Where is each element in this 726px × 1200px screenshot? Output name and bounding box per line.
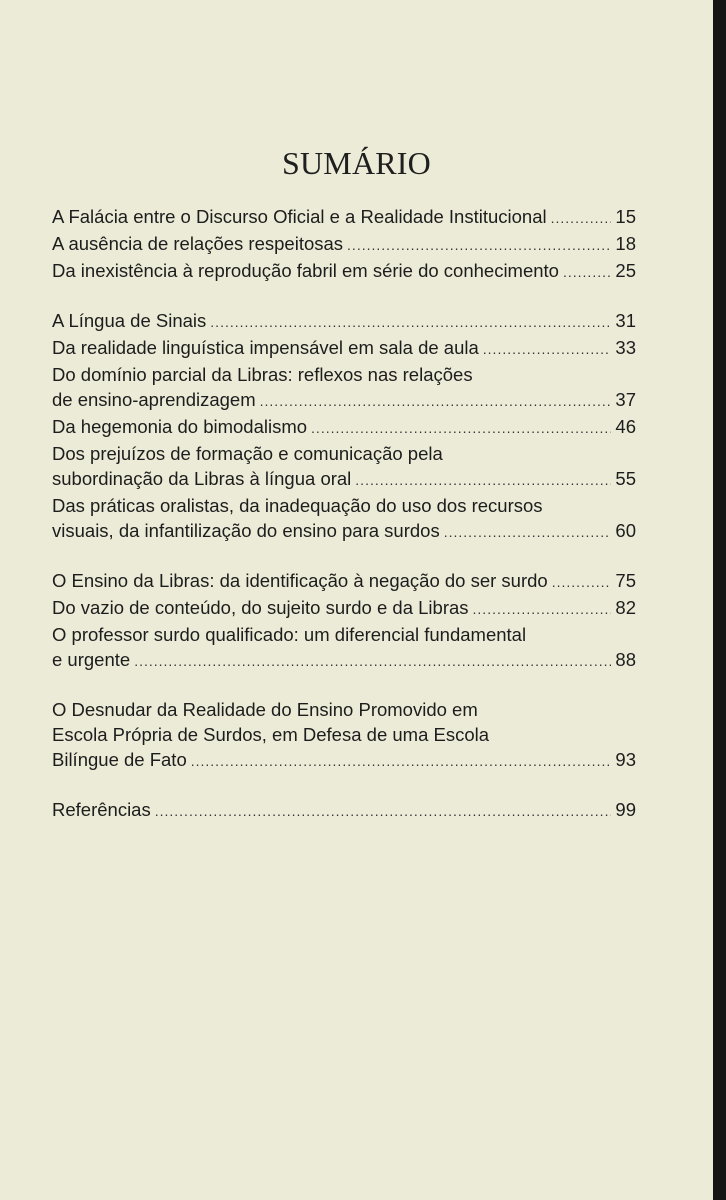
toc-entry-row xyxy=(52,747,636,774)
toc-entry[interactable] xyxy=(52,595,636,622)
dot-leader xyxy=(210,310,611,335)
toc-entry-title-line: e urgente xyxy=(52,649,131,670)
toc-entry-row xyxy=(52,466,636,493)
toc-entry-title-line: Das práticas oralistas, da inadequação do uso dos recursos xyxy=(52,495,543,516)
page-title: SUMÁRIO xyxy=(282,145,431,181)
table-of-contents xyxy=(52,204,636,847)
dot-leader xyxy=(563,260,611,285)
toc-entry-title-line: Escola Própria de Surdos, em Defesa de uma Escola xyxy=(52,724,490,745)
toc-section xyxy=(52,797,636,824)
toc-entry[interactable] xyxy=(52,414,636,441)
dot-leader xyxy=(311,416,611,441)
toc-entry-title-line: A Língua de Sinais xyxy=(52,310,207,331)
toc-entry-title-line: A ausência de relações respeitosas xyxy=(52,233,344,254)
toc-page-number: 46 xyxy=(615,416,636,437)
dot-leader xyxy=(483,337,612,362)
toc-section xyxy=(52,308,636,545)
toc-section xyxy=(52,697,636,774)
toc-entry-row xyxy=(52,335,636,362)
toc-entry-title-line: visuais, da infantilização do ensino para surdos xyxy=(52,520,440,541)
toc-entry[interactable] xyxy=(52,568,636,595)
toc-entry-title-line: Dos prejuízos de formação e comunicação pela xyxy=(52,443,443,464)
toc-entry-row xyxy=(52,797,636,824)
dot-leader xyxy=(355,468,611,493)
toc-entry-title-line: Da hegemonia do bimodalismo xyxy=(52,416,308,437)
toc-entry-title-line: Do vazio de conteúdo, do sujeito surdo e da Libras xyxy=(52,597,469,618)
toc-entry[interactable] xyxy=(52,335,636,362)
toc-page-number: 15 xyxy=(615,206,636,227)
toc-page-number: 60 xyxy=(615,520,636,541)
page-edge xyxy=(713,0,726,1200)
toc-entry-title-line: de ensino-aprendizagem xyxy=(52,389,256,410)
toc-entry[interactable] xyxy=(52,308,636,335)
toc-entry-row xyxy=(52,231,636,258)
toc-entry-title-line: Referências xyxy=(52,799,151,820)
toc-page-number: 75 xyxy=(615,570,636,591)
toc-entry-title-line: Da inexistência à reprodução fabril em série do conhecimento xyxy=(52,260,559,281)
toc-entry-row xyxy=(52,204,636,231)
toc-entry[interactable] xyxy=(52,258,636,285)
toc-entry[interactable] xyxy=(52,622,636,674)
toc-entry-row xyxy=(52,647,636,674)
toc-entry-row xyxy=(52,387,636,414)
toc-entry[interactable] xyxy=(52,697,636,774)
dot-leader xyxy=(347,233,611,258)
toc-entry-title-line: Da realidade linguística impensável em sala de aula xyxy=(52,337,479,358)
toc-entry-row xyxy=(52,414,636,441)
toc-entry[interactable] xyxy=(52,362,636,414)
toc-entry-title-line: O professor surdo qualificado: um diferencial fundamental xyxy=(52,624,527,645)
toc-section xyxy=(52,568,636,674)
toc-entry[interactable] xyxy=(52,204,636,231)
toc-page-number: 88 xyxy=(615,649,636,670)
toc-page-number: 55 xyxy=(615,468,636,489)
toc-page-number: 37 xyxy=(615,389,636,410)
dot-leader xyxy=(155,799,612,824)
toc-entry-title-line: Do domínio parcial da Libras: reflexos nas relações xyxy=(52,364,473,385)
dot-leader xyxy=(260,389,612,414)
toc-page-number: 33 xyxy=(615,337,636,358)
toc-entry[interactable] xyxy=(52,441,636,493)
toc-entry[interactable] xyxy=(52,231,636,258)
toc-entry[interactable] xyxy=(52,797,636,824)
toc-section xyxy=(52,204,636,285)
dot-leader xyxy=(473,597,612,622)
toc-entry-row xyxy=(52,518,636,545)
toc-entry-title-line: Bilíngue de Fato xyxy=(52,749,187,770)
toc-page-number: 99 xyxy=(615,799,636,820)
toc-entry-title-line: O Ensino da Libras: da identificação à negação do ser surdo xyxy=(52,570,548,591)
dot-leader xyxy=(552,570,612,595)
toc-page-number: 31 xyxy=(615,310,636,331)
dot-leader xyxy=(551,206,612,231)
toc-entry-row xyxy=(52,258,636,285)
toc-entry-row xyxy=(52,595,636,622)
toc-entry-row xyxy=(52,308,636,335)
toc-entry-title-line: A Falácia entre o Discurso Oficial e a Realidade Institucional xyxy=(52,206,547,227)
toc-page-number: 25 xyxy=(615,260,636,281)
dot-leader xyxy=(134,649,611,674)
toc-entry[interactable] xyxy=(52,493,636,545)
toc-entry-title-line: subordinação da Libras à língua oral xyxy=(52,468,352,489)
toc-entry-title-line: O Desnudar da Realidade do Ensino Promovido em xyxy=(52,699,478,720)
toc-page-number: 82 xyxy=(615,597,636,618)
toc-entry-row xyxy=(52,568,636,595)
dot-leader xyxy=(444,520,612,545)
dot-leader xyxy=(191,749,612,774)
toc-page-number: 93 xyxy=(615,749,636,770)
toc-page-number: 18 xyxy=(615,233,636,254)
